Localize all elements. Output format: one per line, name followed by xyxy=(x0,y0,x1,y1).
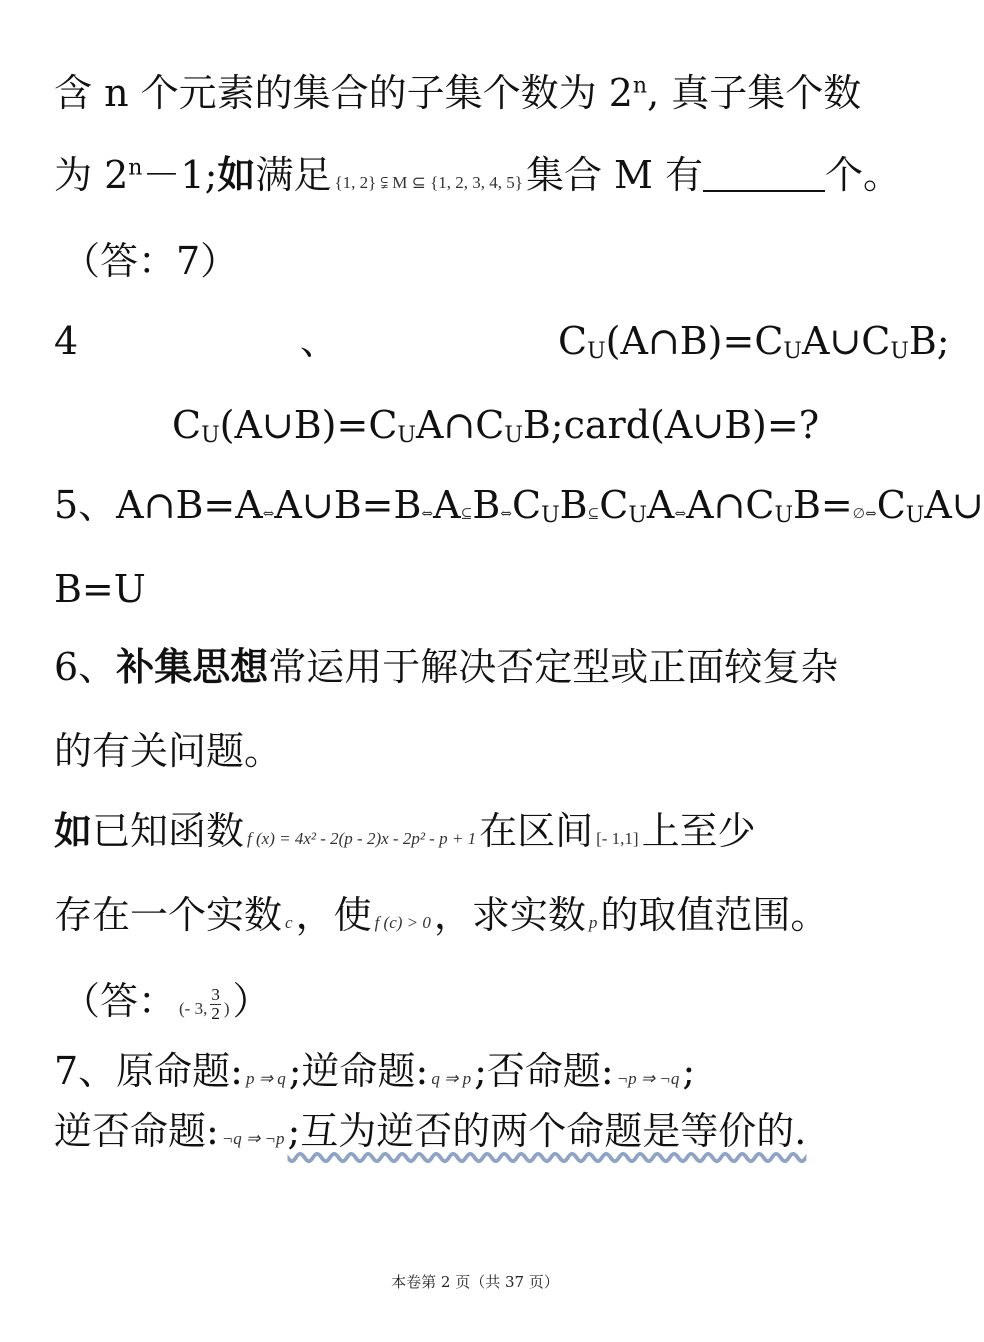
line-example-count xyxy=(54,152,910,197)
text: －1; xyxy=(142,153,218,197)
set-formula: {1, 2} ⫋ M ⊆ {1, 2, 3, 4, 5} xyxy=(334,173,523,192)
line-answer-1 xyxy=(62,239,910,283)
text: 满足 xyxy=(255,153,332,197)
separator: 、 xyxy=(300,319,339,363)
bold-text: 如 xyxy=(217,152,256,197)
line-example-function: 如已知函数 f (x) = 4x² - 2(p - 2)x - 2p² - p + 1在区间 [- 1,1]上至少 xyxy=(54,808,756,853)
function-formula: f (x) = 4x² - 2(p - 2)x - 2p² - p + 1 xyxy=(247,829,477,848)
bold-text: 补集思想 xyxy=(116,644,269,689)
line-5b: B=U xyxy=(54,567,146,611)
line-subset-count xyxy=(54,71,910,115)
superscript: n xyxy=(632,73,648,99)
line-answer-2: （答： (- 3, $\frac{3}{2}$ )） xyxy=(62,979,271,1023)
line-6: 6、补集思想常运用于解决否定型或正面较复杂 xyxy=(54,644,839,689)
line-6b: 的有关问题。 xyxy=(54,729,283,773)
item-number: 4 xyxy=(54,319,79,363)
line-5: 5、A∩B=A⇔A∪B=B⇔A⊆B⇔CUB⊆CUA⇔A∩CUB=∅⇔CUA∪ xyxy=(54,483,984,528)
underlined-text: ;互为逆否的两个命题是等价的. xyxy=(287,1109,807,1153)
answer-blank xyxy=(703,160,825,192)
page-footer: 本卷第 2 页（共 37 页） xyxy=(391,1273,559,1291)
line-example-function-b: 存在一个实数 c，使 f (c) > 0，求实数 p的取值范围。 xyxy=(54,893,829,937)
text: 个。 xyxy=(825,153,902,197)
line-4b: CU(A∪B)=CUA∩CUB;card(A∪B)=? xyxy=(172,403,820,448)
line-7: 7、原命题: p ⇒ q;逆命题: q ⇒ p;否命题: ¬p ⇒ ¬q; xyxy=(54,1049,696,1093)
bold-text: 如 xyxy=(54,808,93,853)
text: 含 n 个元素的集合的子集个数为 2 xyxy=(54,71,633,115)
text: 为 2 xyxy=(54,153,129,197)
line-4 xyxy=(54,319,950,364)
interval: [- 1,1] xyxy=(596,829,639,848)
line-7b: 逆否命题: ¬q ⇒ ¬p;互为逆否的两个命题是等价的. xyxy=(54,1109,807,1153)
fraction: $\frac{3}{2}$ xyxy=(211,985,220,1023)
complement-formula: CU(A∩B)=CUA∪CUB; xyxy=(558,319,950,364)
text: 集合 M 有 xyxy=(525,153,704,197)
superscript: n xyxy=(128,155,143,181)
answer-text: （答：7） xyxy=(62,239,239,283)
text: , 真子集个数 xyxy=(647,71,862,115)
